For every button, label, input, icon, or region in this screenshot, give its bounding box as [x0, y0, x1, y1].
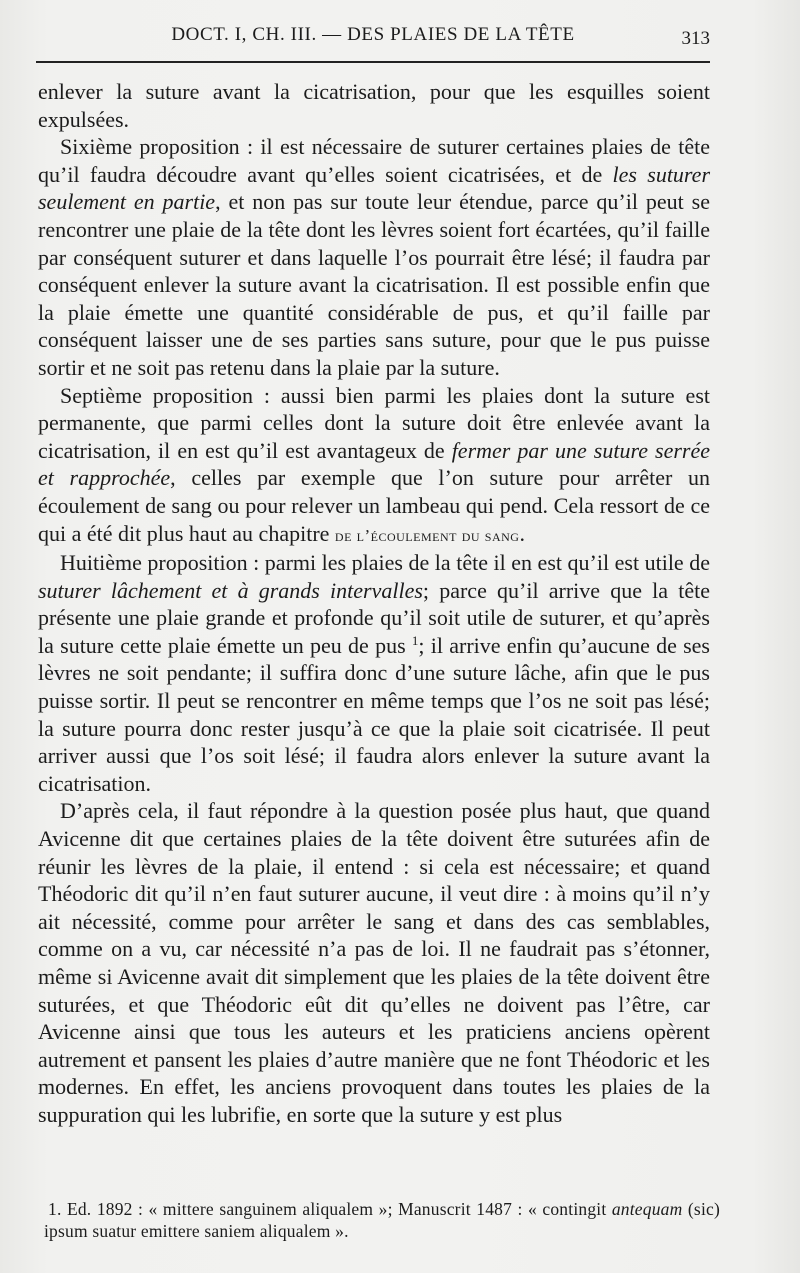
text-run: , et non pas sur toute leur étendue, parce qu’il peut se rencontrer une plaie de la tête dont les lèvres soient fort écartées, qu’il faille par conséquent suturer et dans laquelle l’os pourrait être lésé; il faudra par conséquent enlever la suture avant la cicatrisation. Il est possible enfin que la plaie émette une quantité considérable de pus, et qu’il faille par conséquent laisser une de ses parties sans suture, pour que le pus puisse sortir et ne soit pas retenu dans la plaie par la suture.	[38, 189, 710, 380]
footnote-ref: 1	[411, 632, 419, 648]
footnotes	[44, 1198, 720, 1242]
header-rule	[36, 61, 710, 63]
running-header	[36, 24, 710, 54]
footnote	[44, 1198, 720, 1242]
paragraph	[38, 133, 710, 381]
paragraph	[38, 549, 710, 797]
text-run: enlever la suture avant la cicatrisation, pour que les esquilles soient expulsées.	[38, 79, 710, 132]
text-run: Sixième proposition : il est nécessaire de suturer certaines plaies de tête qu’il faudra découdre avant qu’elles soient cicatrisées, et de	[38, 134, 710, 187]
running-title: DOCT. I, CH. III. — DES PLAIES DE LA TÊTE	[171, 24, 575, 45]
page-number: 313	[681, 28, 710, 49]
italic-text: suturer lâchement et à grands intervalles	[38, 577, 423, 603]
text-run: Huitième proposition : parmi les plaies de la tête il en est qu’il est utile de	[60, 550, 710, 576]
text-run: ; parce qu’il arrive que la tête présente une plaie grande et profonde qu’il soit utile de suturer, et qu’après la suture cette plaie émette un peu de pus	[38, 577, 710, 658]
italic-text: les suturer seulement en partie	[38, 161, 711, 215]
text-run: , celles par exemple que l’on suture pour arrêter un écoulement de sang ou pour relever un lambeau qui pend. Cela ressort de ce qui a été dit plus haut au chapitre	[38, 465, 711, 546]
italic-text: fermer par une suture serrée et rapprochée	[38, 437, 710, 491]
italic-text: antequam	[611, 1199, 683, 1219]
text-run: 1. Ed. 1892 : « mittere sanguinem aliqualem »; Manuscrit 1487 : « contingit	[48, 1199, 612, 1219]
paragraph	[38, 78, 710, 133]
text-run: (sic) ipsum suatur emittere saniem aliqualem ».	[44, 1199, 721, 1241]
paragraph	[38, 382, 710, 550]
text-run: D’après cela, il faut répondre à la question posée plus haut, que quand Avicenne dit que certaines plaies de la tête doivent être suturées afin de réunir les lèvres de la plaie, il entend : si cela est nécessaire; et quand Théodoric dit qu’il n’en faut suturer aucune, il veut dire : à moins qu’il n’y ait nécessité, comme pour arrêter le sang et dans des cas semblables, comme on a vu, car nécessité n’a pas de loi. Il ne faudrait pas s’étonner, même si Avicenne avait dit simplement que les plaies de la tête doivent être suturées, et que Théodoric eût dit qu’elles ne doivent pas l’être, car Avicenne ainsi que tous les auteurs et les praticiens anciens opèrent autrement et pansent les plaies d’autre manière que ne font Théodoric et les modernes. En effet, les anciens provoquent dans toutes les plaies de la suppuration qui les lubrifie, en sorte que la suture y est plus	[38, 798, 710, 1127]
text-run: Septième proposition : aussi bien parmi les plaies dont la suture est permanente, que parmi celles dont la suture doit être enlevée avant la cicatrisation, il en est qu’il est avantageux de	[38, 382, 710, 463]
text-run: .	[519, 520, 525, 546]
body-text	[38, 78, 710, 1129]
paragraph	[38, 797, 710, 1128]
text-run: ; il arrive enfin qu’aucune de ses lèvres ne soit pendante; il suffira donc d’une suture lâche, afin que le pus puisse sortir. Il peut se rencontrer en même temps que l’os ne soit pas lésé; la suture pourra donc rester jusqu’à ce que la plaie soit cicatrisée. Il peut arriver aussi que l’os soit lésé; il faudra alors enlever la suture avant la cicatrisation.	[38, 632, 710, 796]
small-caps-text: de l’écoulement du sang	[334, 525, 520, 545]
